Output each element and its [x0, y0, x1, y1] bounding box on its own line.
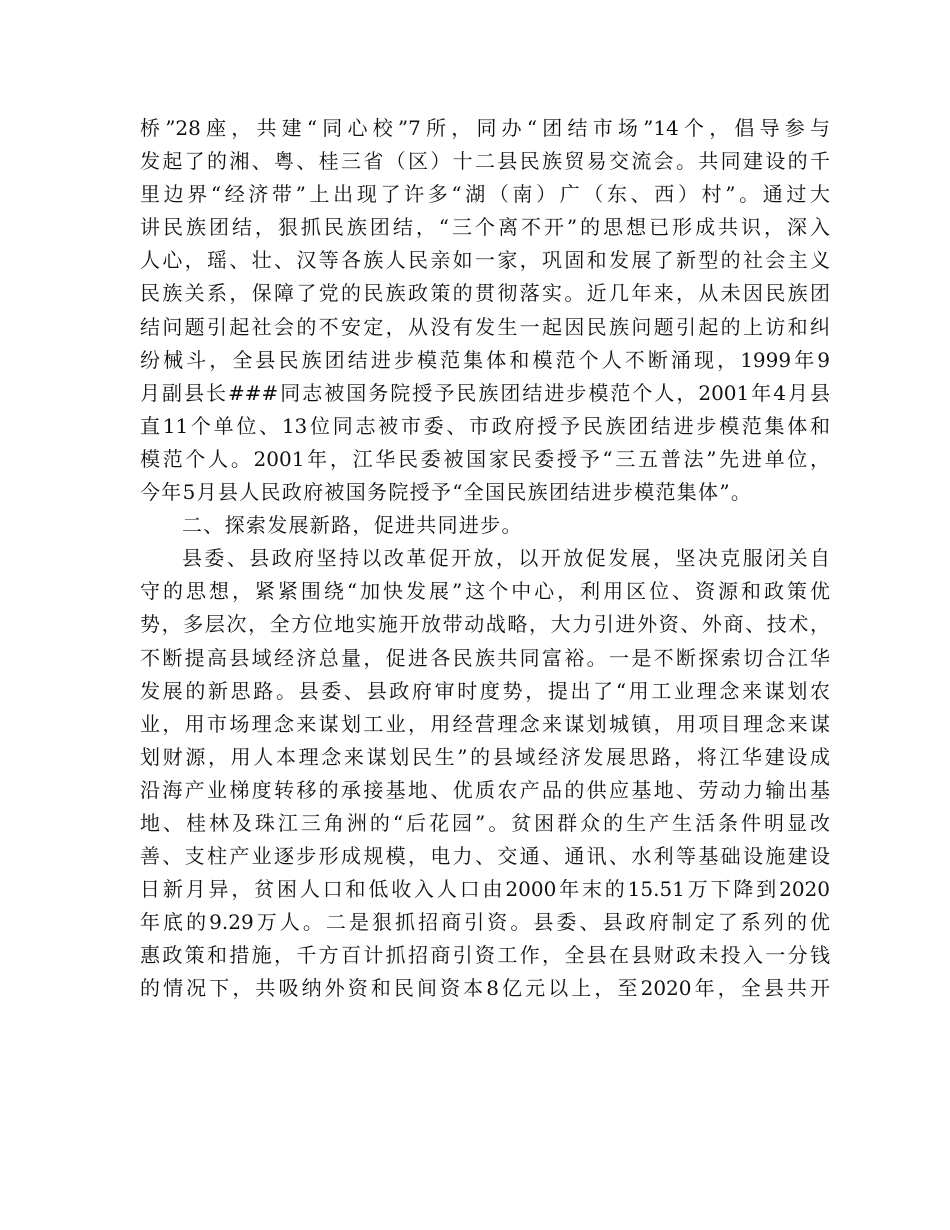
text-line: 人心，瑶、壮、汉等各族人民亲如一家，巩固和发展了新型的社会主义 [140, 248, 830, 273]
text-line: 地、桂林及珠江三角洲的“后花园”。贫困群众的生产生活条件明显改 [140, 810, 830, 835]
text-line: 年底的9.29万人。二是狠抓招商引资。县委、县政府制定了系列的优 [140, 910, 830, 935]
text-line: 的情况下，共吸纳外资和民间资本8亿元以上，至2020年，全县共开 [140, 976, 830, 1001]
text-line: 发起了的湘、粤、桂三省（区）十二县民族贸易交流会。共同建设的千 [140, 149, 830, 174]
text-line: 里边界“经济带”上出现了许多“湖（南）广（东、西）村”。通过大 [140, 182, 830, 207]
text-line: 今年5月县人民政府被国务院授予“全国民族团结进步模范集体”。 [140, 480, 753, 505]
text-line: 直11个单位、13位同志被市委、市政府授予民族团结进步模范集体和 [140, 413, 830, 438]
text-line: 县委、县政府坚持以改革促开放，以开放促发展，坚决克服闭关自 [182, 546, 830, 571]
text-line: 不断提高县域经济总量，促进各民族共同富裕。一是不断探索切合江华 [140, 645, 830, 670]
text-line: 月副县长###同志被国务院授予民族团结进步模范个人，2001年4月县 [140, 380, 830, 405]
text-line: 发展的新思路。县委、县政府审时度势，提出了“用工业理念来谋划农 [140, 678, 830, 703]
text-line: 纷械斗，全县民族团结进步模范集体和模范个人不断涌现，1999年9 [140, 347, 830, 372]
body-text [140, 112, 830, 1006]
text-line: 业，用市场理念来谋划工业，用经营理念来谋划城镇，用项目理念来谋 [140, 711, 830, 736]
text-line: 势，多层次，全方位地实施开放带动战略，大力引进外资、外商、技术， [140, 612, 830, 637]
text-line: 模范个人。2001年，江华民委被国家民委授予“三五普法”先进单位， [140, 446, 830, 471]
text-line: 结问题引起社会的不安定，从没有发生一起因民族问题引起的上访和纠 [140, 314, 830, 339]
section-heading: 二、探索发展新路，促进共同进步。 [182, 513, 523, 538]
text-line: 日新月异，贫困人口和低收入人口由2000年末的15.51万下降到2020 [140, 877, 830, 902]
text-line: 沿海产业梯度转移的承接基地、优质农产品的供应基地、劳动力输出基 [140, 777, 830, 802]
text-line: 善、支柱产业逐步形成规模，电力、交通、通讯、水利等基础设施建设 [140, 844, 830, 869]
text-line: 守的思想，紧紧围绕“加快发展”这个中心，利用区位、资源和政策优 [140, 579, 830, 604]
text-line: 划财源，用人本理念来谋划民生”的县域经济发展思路，将江华建设成 [140, 744, 830, 769]
text-line: 惠政策和措施，千方百计抓招商引资工作，全县在县财政未投入一分钱 [140, 943, 830, 968]
text-line: 桥”28座，共建“同心校”7所，同办“团结市场”14个，倡导参与 [140, 116, 830, 140]
text-line: 民族关系，保障了党的民族政策的贯彻落实。近几年来，从未因民族团 [140, 281, 830, 306]
text-line: 讲民族团结，狠抓民族团结，“三个离不开”的思想已形成共识，深入 [140, 215, 830, 240]
